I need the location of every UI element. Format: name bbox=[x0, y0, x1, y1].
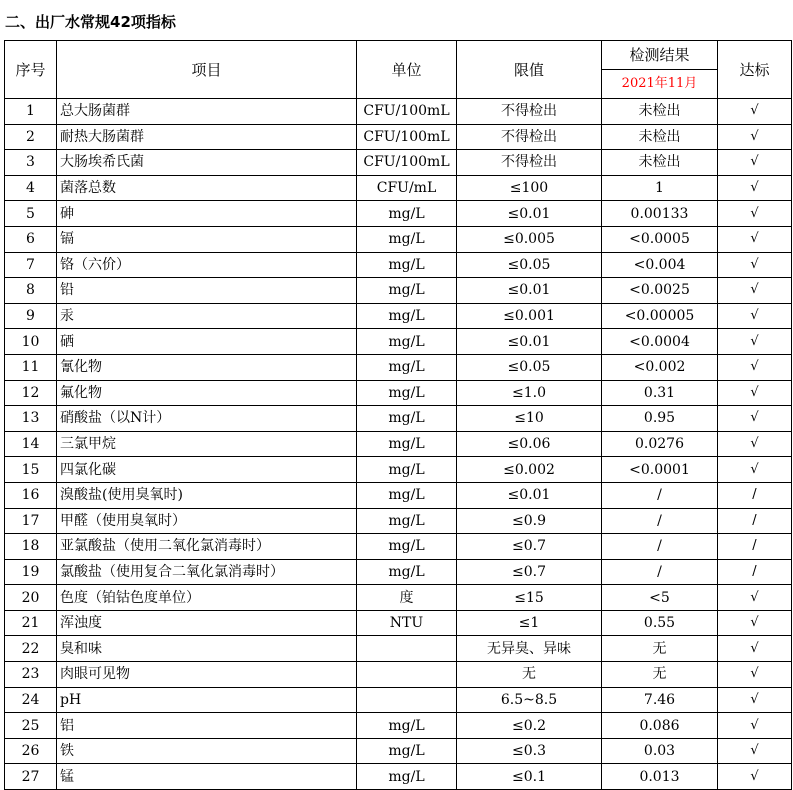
table-row bbox=[5, 354, 792, 380]
cell-unit: mg/L bbox=[357, 329, 457, 355]
cell-pass: √ bbox=[718, 585, 792, 611]
cell-seq: 24 bbox=[5, 687, 57, 713]
cell-result: <0.004 bbox=[602, 252, 718, 278]
table-row bbox=[5, 508, 792, 534]
table-body bbox=[5, 99, 792, 790]
table-row bbox=[5, 610, 792, 636]
cell-limit: ≤0.06 bbox=[457, 431, 602, 457]
table-row bbox=[5, 380, 792, 406]
cell-unit: NTU bbox=[357, 610, 457, 636]
cell-unit: mg/L bbox=[357, 380, 457, 406]
cell-item: 臭和味 bbox=[57, 636, 357, 662]
cell-limit: ≤0.7 bbox=[457, 534, 602, 560]
cell-seq: 12 bbox=[5, 380, 57, 406]
cell-limit: ≤0.05 bbox=[457, 354, 602, 380]
cell-unit: CFU/mL bbox=[357, 175, 457, 201]
cell-seq: 18 bbox=[5, 534, 57, 560]
cell-limit: ≤0.7 bbox=[457, 559, 602, 585]
cell-item: 色度（铂钴色度单位） bbox=[57, 585, 357, 611]
cell-item: 铝 bbox=[57, 713, 357, 739]
table-row bbox=[5, 226, 792, 252]
cell-item: 铁 bbox=[57, 738, 357, 764]
cell-unit: mg/L bbox=[357, 713, 457, 739]
cell-item: 铅 bbox=[57, 278, 357, 304]
cell-result: / bbox=[602, 534, 718, 560]
cell-limit: 不得检出 bbox=[457, 124, 602, 150]
water-quality-table bbox=[4, 40, 792, 790]
cell-result: 7.46 bbox=[602, 687, 718, 713]
cell-pass: √ bbox=[718, 124, 792, 150]
cell-pass: √ bbox=[718, 252, 792, 278]
cell-result: 未检出 bbox=[602, 150, 718, 176]
cell-unit: CFU/100mL bbox=[357, 124, 457, 150]
table-row bbox=[5, 99, 792, 125]
cell-limit: ≤0.01 bbox=[457, 482, 602, 508]
header-item: 项目 bbox=[57, 41, 357, 99]
cell-unit bbox=[357, 687, 457, 713]
cell-pass: √ bbox=[718, 457, 792, 483]
cell-unit bbox=[357, 636, 457, 662]
table-row bbox=[5, 406, 792, 432]
cell-item: 浑浊度 bbox=[57, 610, 357, 636]
table-row bbox=[5, 713, 792, 739]
header-result: 检测结果 bbox=[602, 41, 718, 70]
cell-unit: mg/L bbox=[357, 534, 457, 560]
cell-result: 0.95 bbox=[602, 406, 718, 432]
cell-limit: ≤1.0 bbox=[457, 380, 602, 406]
header-seq: 序号 bbox=[5, 41, 57, 99]
table-row bbox=[5, 457, 792, 483]
cell-pass: √ bbox=[718, 738, 792, 764]
cell-limit: ≤0.2 bbox=[457, 713, 602, 739]
cell-pass: / bbox=[718, 482, 792, 508]
cell-seq: 16 bbox=[5, 482, 57, 508]
cell-seq: 4 bbox=[5, 175, 57, 201]
table-row bbox=[5, 303, 792, 329]
cell-pass: √ bbox=[718, 150, 792, 176]
cell-item: 锰 bbox=[57, 764, 357, 790]
cell-unit: mg/L bbox=[357, 201, 457, 227]
cell-seq: 5 bbox=[5, 201, 57, 227]
cell-unit: mg/L bbox=[357, 508, 457, 534]
cell-result: 0.013 bbox=[602, 764, 718, 790]
cell-result: 0.31 bbox=[602, 380, 718, 406]
cell-pass: √ bbox=[718, 303, 792, 329]
cell-unit: mg/L bbox=[357, 354, 457, 380]
cell-limit: 不得检出 bbox=[457, 150, 602, 176]
cell-unit: CFU/100mL bbox=[357, 150, 457, 176]
cell-pass: √ bbox=[718, 175, 792, 201]
cell-limit: ≤15 bbox=[457, 585, 602, 611]
cell-pass: / bbox=[718, 508, 792, 534]
table-row bbox=[5, 534, 792, 560]
cell-item: pH bbox=[57, 687, 357, 713]
cell-result: <0.0025 bbox=[602, 278, 718, 304]
table-row bbox=[5, 687, 792, 713]
cell-result: 0.0276 bbox=[602, 431, 718, 457]
cell-unit: 度 bbox=[357, 585, 457, 611]
cell-unit: mg/L bbox=[357, 764, 457, 790]
cell-seq: 20 bbox=[5, 585, 57, 611]
table-row bbox=[5, 431, 792, 457]
cell-result: <0.002 bbox=[602, 354, 718, 380]
cell-unit: mg/L bbox=[357, 738, 457, 764]
cell-pass: √ bbox=[718, 636, 792, 662]
cell-result: <0.00005 bbox=[602, 303, 718, 329]
cell-result: / bbox=[602, 508, 718, 534]
cell-item: 溴酸盐(使用臭氧时) bbox=[57, 482, 357, 508]
cell-pass: / bbox=[718, 534, 792, 560]
cell-seq: 27 bbox=[5, 764, 57, 790]
cell-item: 铬（六价） bbox=[57, 252, 357, 278]
cell-item: 总大肠菌群 bbox=[57, 99, 357, 125]
cell-result: 无 bbox=[602, 662, 718, 688]
table-header bbox=[5, 41, 792, 99]
cell-item: 大肠埃希氏菌 bbox=[57, 150, 357, 176]
cell-result: 0.086 bbox=[602, 713, 718, 739]
cell-pass: √ bbox=[718, 713, 792, 739]
cell-result: 未检出 bbox=[602, 99, 718, 125]
table-row bbox=[5, 201, 792, 227]
cell-limit: ≤0.1 bbox=[457, 764, 602, 790]
table-row bbox=[5, 482, 792, 508]
cell-seq: 23 bbox=[5, 662, 57, 688]
cell-seq: 19 bbox=[5, 559, 57, 585]
cell-seq: 8 bbox=[5, 278, 57, 304]
table-row bbox=[5, 252, 792, 278]
cell-result: 未检出 bbox=[602, 124, 718, 150]
cell-seq: 7 bbox=[5, 252, 57, 278]
cell-limit: ≤0.002 bbox=[457, 457, 602, 483]
cell-seq: 2 bbox=[5, 124, 57, 150]
cell-limit: ≤10 bbox=[457, 406, 602, 432]
cell-item: 甲醛（使用臭氧时） bbox=[57, 508, 357, 534]
cell-item: 硝酸盐（以N计） bbox=[57, 406, 357, 432]
cell-item: 氟化物 bbox=[57, 380, 357, 406]
cell-pass: √ bbox=[718, 278, 792, 304]
cell-pass: √ bbox=[718, 226, 792, 252]
cell-item: 镉 bbox=[57, 226, 357, 252]
cell-unit: CFU/100mL bbox=[357, 99, 457, 125]
cell-seq: 14 bbox=[5, 431, 57, 457]
cell-item: 硒 bbox=[57, 329, 357, 355]
table-row bbox=[5, 738, 792, 764]
table-row bbox=[5, 175, 792, 201]
cell-pass: √ bbox=[718, 329, 792, 355]
cell-result: 0.03 bbox=[602, 738, 718, 764]
cell-limit: 不得检出 bbox=[457, 99, 602, 125]
cell-limit: ≤1 bbox=[457, 610, 602, 636]
table-row bbox=[5, 150, 792, 176]
cell-seq: 3 bbox=[5, 150, 57, 176]
cell-limit: ≤0.05 bbox=[457, 252, 602, 278]
cell-unit bbox=[357, 662, 457, 688]
header-result-month: 2021年11月 bbox=[602, 70, 718, 99]
cell-seq: 6 bbox=[5, 226, 57, 252]
cell-pass: √ bbox=[718, 406, 792, 432]
cell-seq: 17 bbox=[5, 508, 57, 534]
cell-result: 1 bbox=[602, 175, 718, 201]
cell-pass: √ bbox=[718, 764, 792, 790]
cell-seq: 25 bbox=[5, 713, 57, 739]
cell-limit: ≤0.01 bbox=[457, 278, 602, 304]
cell-result: <0.0005 bbox=[602, 226, 718, 252]
cell-result: 0.00133 bbox=[602, 201, 718, 227]
table-row bbox=[5, 764, 792, 790]
cell-limit: ≤0.3 bbox=[457, 738, 602, 764]
cell-result: / bbox=[602, 559, 718, 585]
cell-pass: √ bbox=[718, 99, 792, 125]
cell-limit: ≤0.9 bbox=[457, 508, 602, 534]
cell-pass: √ bbox=[718, 431, 792, 457]
table-row bbox=[5, 662, 792, 688]
cell-seq: 21 bbox=[5, 610, 57, 636]
section-title: 二、出厂水常规42项指标 bbox=[5, 13, 176, 31]
cell-limit: 6.5~8.5 bbox=[457, 687, 602, 713]
cell-result: <0.0004 bbox=[602, 329, 718, 355]
cell-unit: mg/L bbox=[357, 559, 457, 585]
cell-item: 菌落总数 bbox=[57, 175, 357, 201]
cell-item: 四氯化碳 bbox=[57, 457, 357, 483]
cell-limit: ≤0.01 bbox=[457, 201, 602, 227]
cell-seq: 1 bbox=[5, 99, 57, 125]
cell-unit: mg/L bbox=[357, 226, 457, 252]
cell-result: / bbox=[602, 482, 718, 508]
cell-unit: mg/L bbox=[357, 252, 457, 278]
cell-pass: √ bbox=[718, 201, 792, 227]
cell-result: <0.0001 bbox=[602, 457, 718, 483]
cell-limit: ≤100 bbox=[457, 175, 602, 201]
cell-result: <5 bbox=[602, 585, 718, 611]
cell-seq: 10 bbox=[5, 329, 57, 355]
cell-seq: 22 bbox=[5, 636, 57, 662]
cell-pass: √ bbox=[718, 610, 792, 636]
cell-item: 氰化物 bbox=[57, 354, 357, 380]
cell-seq: 11 bbox=[5, 354, 57, 380]
cell-pass: √ bbox=[718, 662, 792, 688]
cell-pass: √ bbox=[718, 380, 792, 406]
cell-pass: √ bbox=[718, 687, 792, 713]
cell-item: 亚氯酸盐（使用二氧化氯消毒时） bbox=[57, 534, 357, 560]
cell-seq: 15 bbox=[5, 457, 57, 483]
cell-result: 无 bbox=[602, 636, 718, 662]
cell-limit: 无 bbox=[457, 662, 602, 688]
cell-unit: mg/L bbox=[357, 278, 457, 304]
cell-unit: mg/L bbox=[357, 303, 457, 329]
table-row bbox=[5, 585, 792, 611]
cell-limit: 无异臭、异味 bbox=[457, 636, 602, 662]
cell-unit: mg/L bbox=[357, 457, 457, 483]
cell-seq: 26 bbox=[5, 738, 57, 764]
cell-item: 氯酸盐（使用复合二氧化氯消毒时） bbox=[57, 559, 357, 585]
cell-limit: ≤0.001 bbox=[457, 303, 602, 329]
table-row bbox=[5, 636, 792, 662]
cell-limit: ≤0.005 bbox=[457, 226, 602, 252]
table-row bbox=[5, 124, 792, 150]
cell-unit: mg/L bbox=[357, 482, 457, 508]
cell-unit: mg/L bbox=[357, 406, 457, 432]
cell-limit: ≤0.01 bbox=[457, 329, 602, 355]
header-unit: 单位 bbox=[357, 41, 457, 99]
header-limit: 限值 bbox=[457, 41, 602, 99]
cell-item: 三氯甲烷 bbox=[57, 431, 357, 457]
cell-item: 肉眼可见物 bbox=[57, 662, 357, 688]
cell-unit: mg/L bbox=[357, 431, 457, 457]
cell-item: 汞 bbox=[57, 303, 357, 329]
cell-item: 耐热大肠菌群 bbox=[57, 124, 357, 150]
table-row bbox=[5, 329, 792, 355]
header-pass: 达标 bbox=[718, 41, 792, 99]
cell-item: 砷 bbox=[57, 201, 357, 227]
cell-pass: √ bbox=[718, 354, 792, 380]
cell-pass: / bbox=[718, 559, 792, 585]
table-row bbox=[5, 278, 792, 304]
cell-result: 0.55 bbox=[602, 610, 718, 636]
table-row bbox=[5, 559, 792, 585]
cell-seq: 13 bbox=[5, 406, 57, 432]
cell-seq: 9 bbox=[5, 303, 57, 329]
